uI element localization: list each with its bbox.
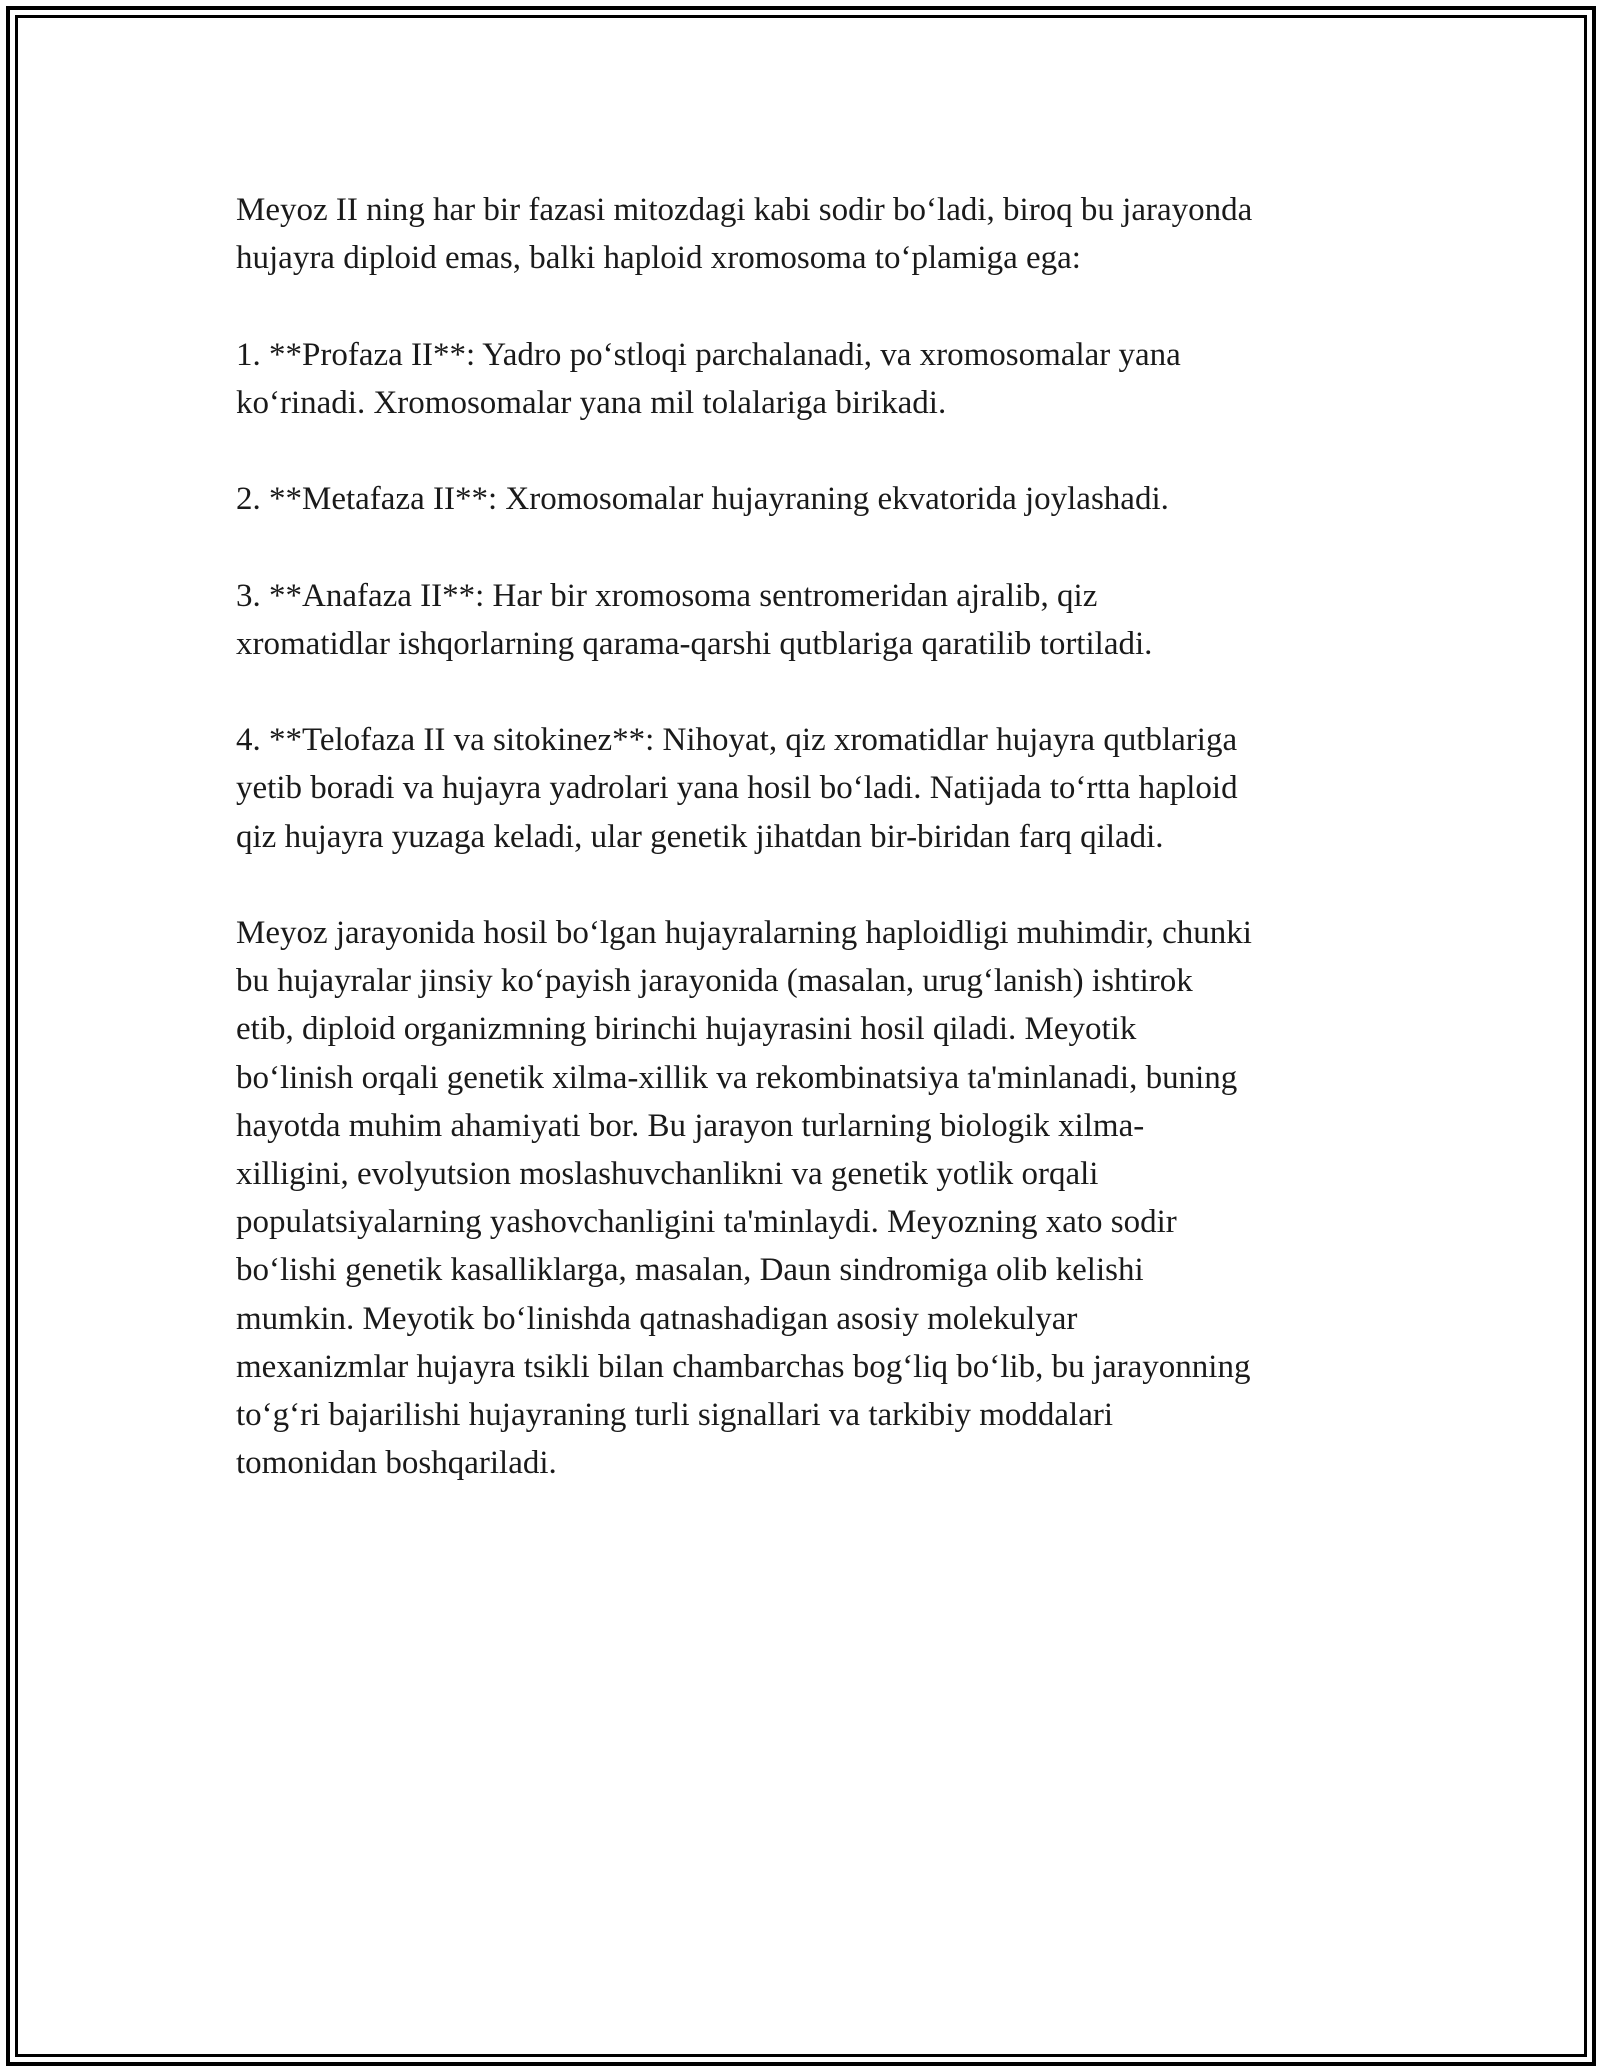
text-line: xilligini, evolyutsion moslashuvchanlikni va genetik yotlik orqali bbox=[236, 1155, 1099, 1192]
document-body bbox=[236, 186, 1376, 1536]
text-line: bo‘lishi genetik kasalliklarga, masalan, Daun sindromiga olib kelishi bbox=[236, 1252, 1144, 1289]
list-item-anafaza bbox=[236, 572, 1376, 668]
text-line: etib, diploid organizmning birinchi hujayrasini hosil qiladi. Meyotik bbox=[236, 1011, 1137, 1048]
text-line: 3. **Anafaza II**: Har bir xromosoma sentromeridan ajralib, qiz bbox=[236, 577, 1098, 614]
text-line: yetib boradi va hujayra yadrolari yana hosil bo‘ladi. Natijada to‘rtta haploid bbox=[236, 770, 1238, 807]
text-line: qiz hujayra yuzaga keladi, ular genetik jihatdan bir-biridan farq qiladi. bbox=[236, 818, 1164, 855]
text-line: tomonidan boshqariladi. bbox=[236, 1445, 557, 1482]
list-item-metafaza bbox=[236, 475, 1376, 523]
text-line: hayotda muhim ahamiyati bor. Bu jarayon turlarning biologik xilma- bbox=[236, 1107, 1145, 1144]
text-line: 2. **Metafaza II**: Xromosomalar hujayraning ekvatorida joylashadi. bbox=[236, 481, 1169, 518]
list-item-profaza bbox=[236, 331, 1376, 427]
text-line: mumkin. Meyotik bo‘linishda qatnashadigan asosiy molekulyar bbox=[236, 1300, 1078, 1337]
text-line: Meyoz II ning har bir fazasi mitozdagi kabi sodir bo‘ladi, biroq bu jarayonda bbox=[236, 192, 1253, 228]
text-line: Meyoz jarayonida hosil bo‘lgan hujayralarning haploidligi muhimdir, chunki bbox=[236, 914, 1252, 951]
text-line: populatsiyalarning yashovchanligini ta'minlaydi. Meyozning xato sodir bbox=[236, 1204, 1177, 1241]
text-line: xromatidlar ishqorlarning qarama-qarshi qutblariga qaratilib tortiladi. bbox=[236, 625, 1153, 662]
text-line: hujayra diploid emas, balki haploid xromosoma to‘plamiga ega: bbox=[236, 240, 1081, 277]
text-line: mexanizmlar hujayra tsikli bilan chambarchas bog‘liq bo‘lib, bu jarayonning bbox=[236, 1348, 1251, 1385]
list-item-telofaza bbox=[236, 716, 1376, 861]
text-line: bu hujayralar jinsiy ko‘payish jarayonida (masalan, urug‘lanish) ishtirok bbox=[236, 963, 1193, 1000]
text-line: 1. **Profaza II**: Yadro po‘stloqi parchalanadi, va xromosomalar yana bbox=[236, 336, 1181, 373]
text-line: to‘g‘ri bajarilishi hujayraning turli signallari va tarkibiy moddalari bbox=[236, 1397, 1114, 1433]
text-line: bo‘linish orqali genetik xilma-xillik va rekombinatsiya ta'minlanadi, buning bbox=[236, 1059, 1238, 1096]
paragraph-conclusion bbox=[236, 909, 1376, 1487]
text-line: ko‘rinadi. Xromosomalar yana mil tolalariga birikadi. bbox=[236, 384, 947, 421]
text-line: 4. **Telofaza II va sitokinez**: Nihoyat, qiz xromatidlar hujayra qutblariga bbox=[236, 722, 1238, 759]
paragraph-intro bbox=[236, 186, 1376, 282]
